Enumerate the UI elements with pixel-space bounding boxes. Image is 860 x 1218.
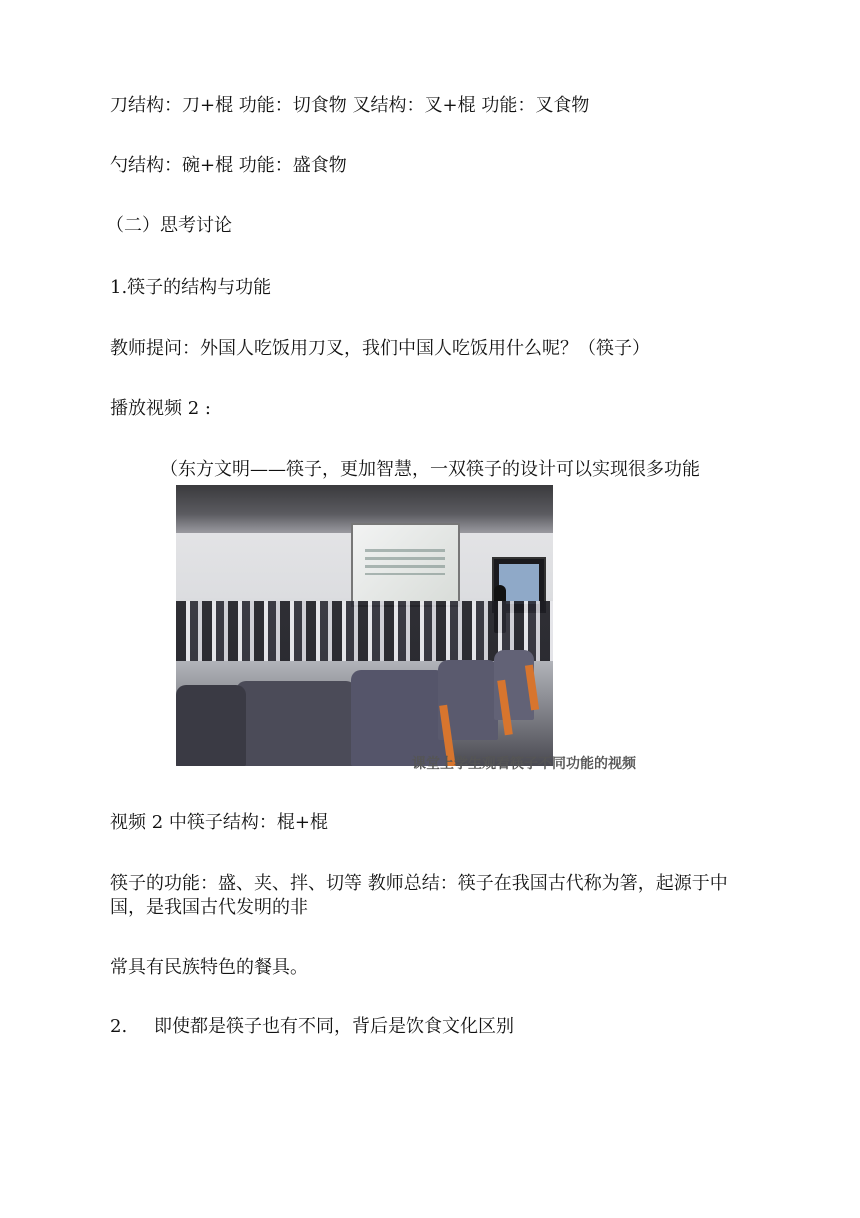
text-line-teacher-question: 教师提问：外国人吃饭用刀叉，我们中国人吃饭用什么呢？（筷子） (110, 338, 650, 359)
paragraph-chopsticks-function: 筷子的功能：盛、夹、拌、切等 教师总结：筷子在我国古代称为箸，起源于中国，是我国古代发明的非 (110, 873, 728, 918)
photo-caption: 课堂上学生观看筷子不同功能的视频 (412, 756, 636, 772)
text-line-play-video: 播放视频 2 : (110, 398, 211, 419)
subheading-chopsticks-structure: 1.筷子的结构与功能 (110, 277, 272, 298)
text-line-ethnic-tableware: 常具有民族特色的餐具。 (110, 957, 308, 978)
classroom-photo (176, 485, 553, 766)
section-heading-discussion: （二）思考讨论 (106, 215, 232, 236)
text-line-eastern-civilization: （东方文明——筷子，更加智慧，一双筷子的设计可以实现很多功能 (160, 459, 700, 480)
text-line-food-culture: 即使都是筷子也有不同，背后是饮食文化区别 (154, 1016, 514, 1037)
projector-screen (351, 523, 460, 607)
seat (236, 681, 356, 766)
seat (176, 685, 246, 766)
text-line-knife-fork: 刀结构：刀+棍 功能：切食物 叉结构：叉+棍 功能：叉食物 (110, 95, 590, 116)
seat (351, 670, 446, 766)
text-line-spoon: 勺结构：碗+棍 功能：盛食物 (110, 155, 347, 176)
text-line-video-structure: 视频 2 中筷子结构：棍+棍 (110, 812, 328, 833)
list-number-2: 2. (110, 1016, 128, 1037)
